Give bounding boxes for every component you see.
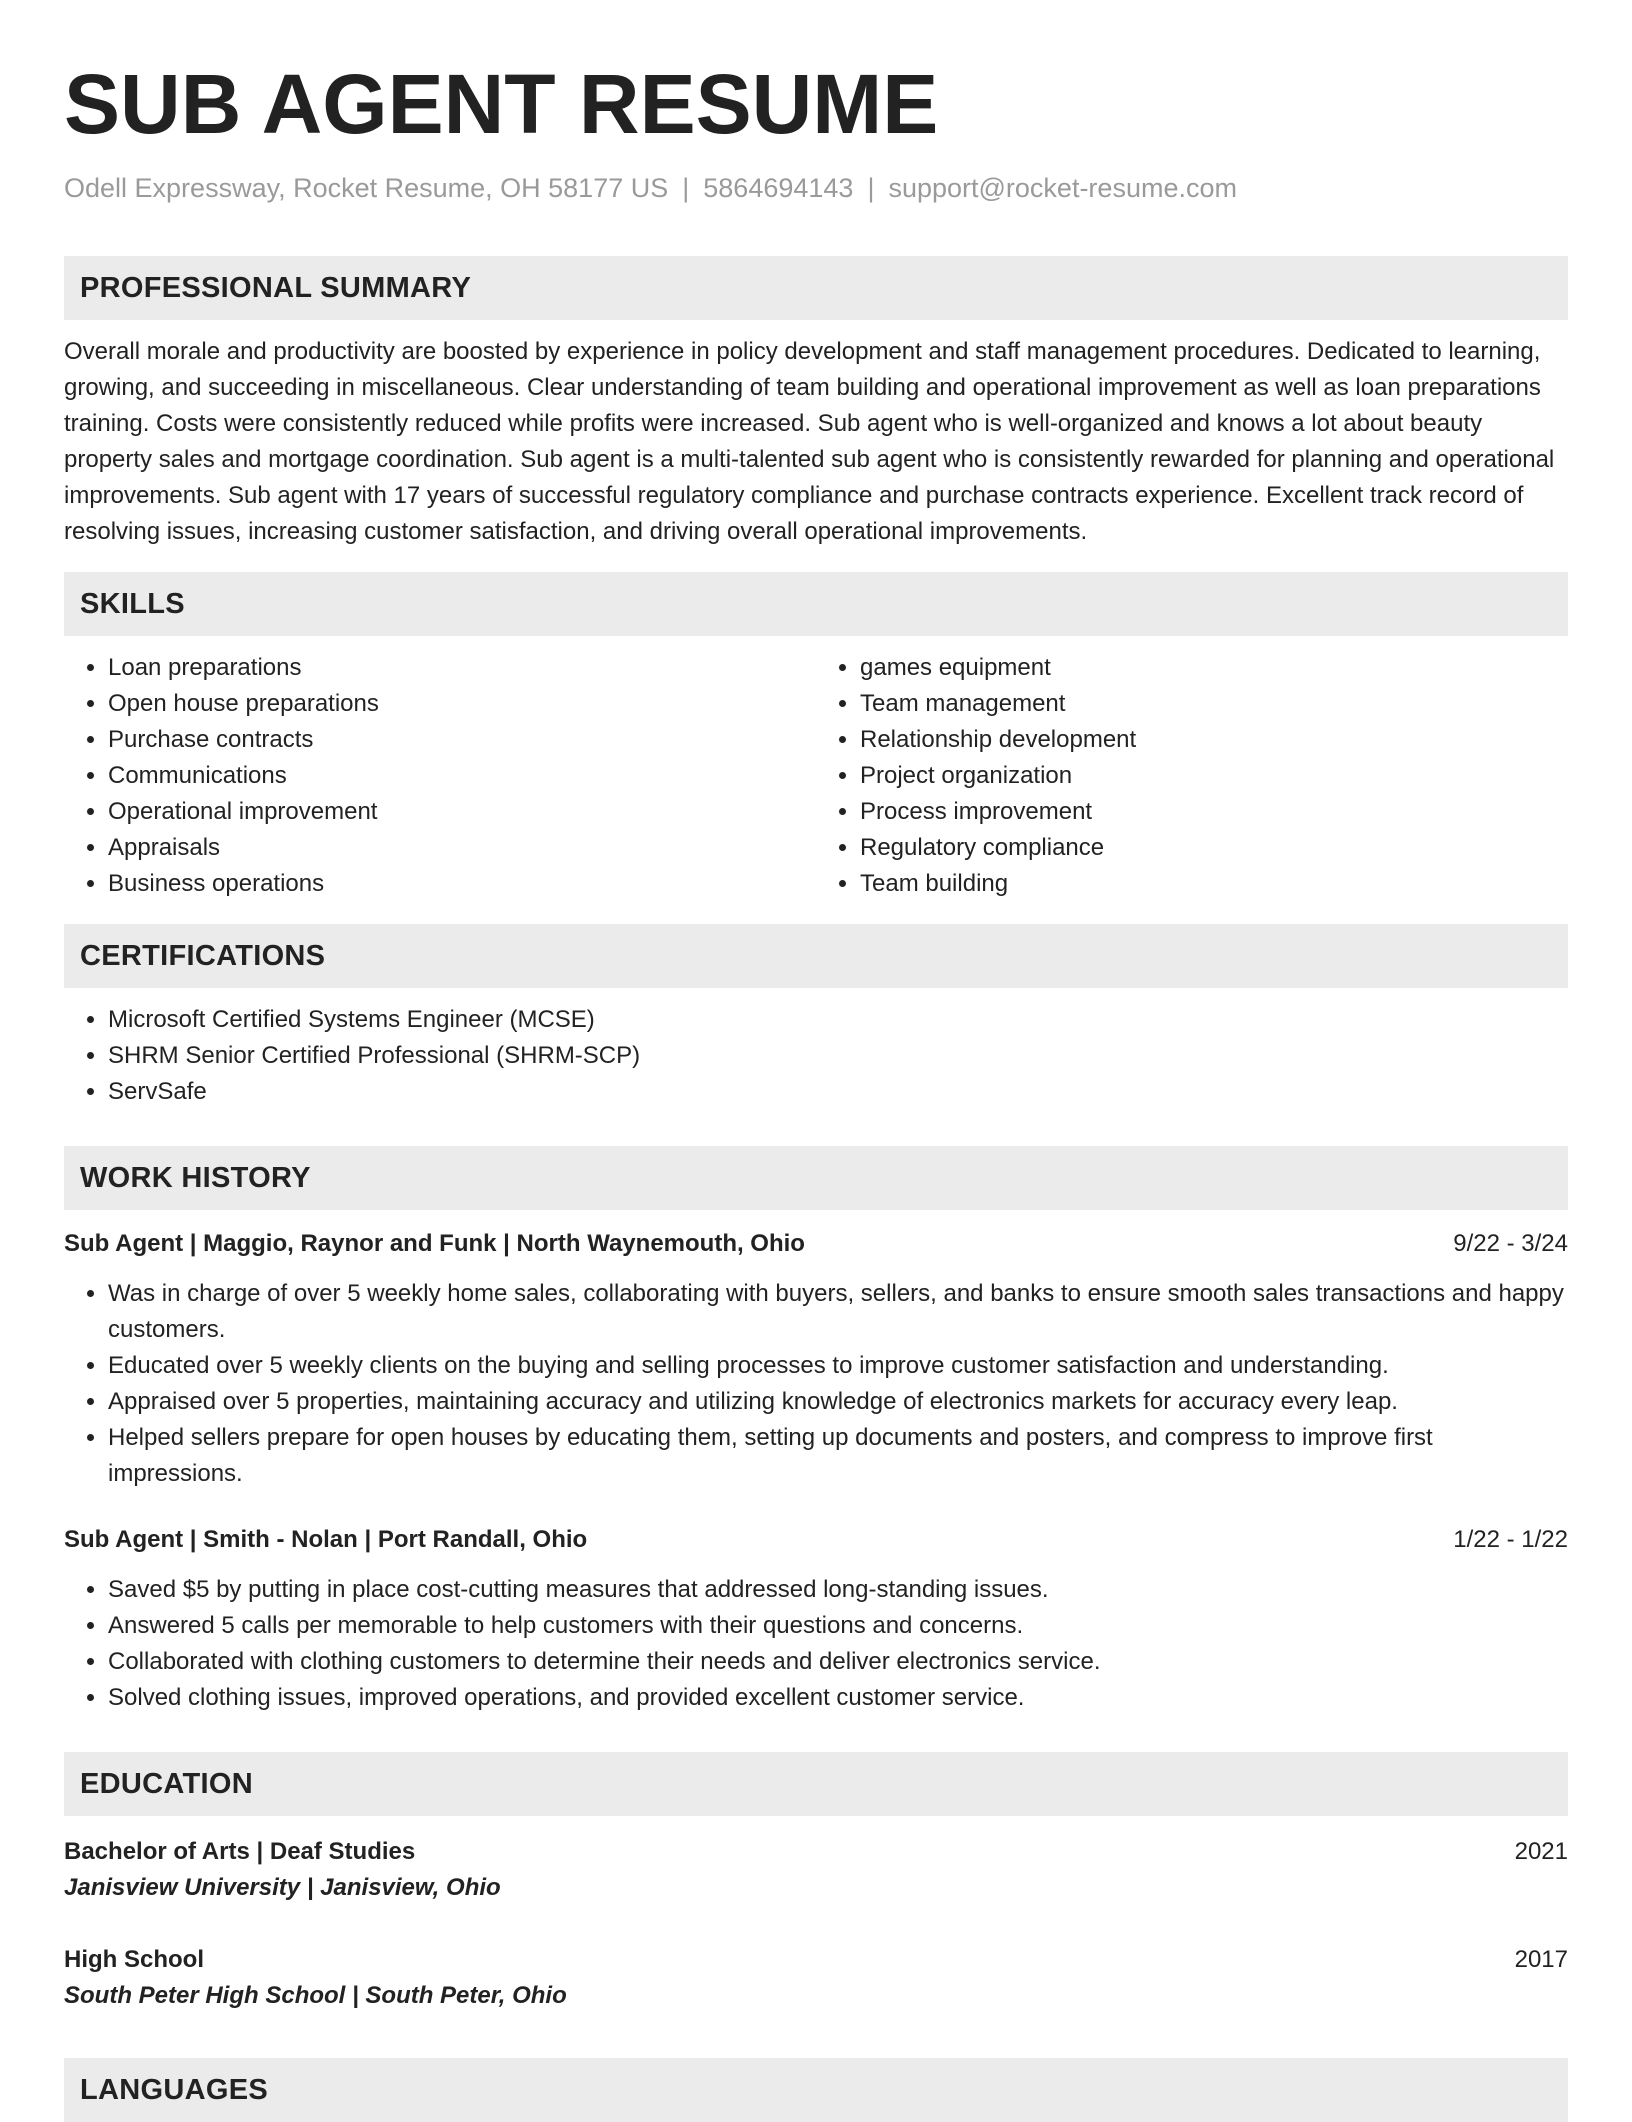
job-dates: 9/22 - 3/24 [1453,1230,1568,1257]
skill-item: • Team building [860,866,1568,902]
job-entry [64,1522,1568,1716]
summary-text: Overall morale and productivity are boosted by experience in policy development and staff management procedures. Dedicated to learning, growing, and succeeding in miscellaneous. Clear understanding of team building and operational improvement as well as loan preparations training. Costs were consistently reduced while profits were increased. Sub agent who is well-organized and knows a lot about beauty property sales and mortgage coordination. Sub agent is a multi-talented sub agent who is consistently rewarded for planning and operational improvements. Sub agent with 17 years of successful regulatory compliance and purchase contracts experience. Excellent track record of resolving issues, increasing customer satisfaction, and driving overall operational improvements. [64,338,1555,545]
job-bullet: • Was in charge of over 5 weekly home sales, collaborating with buyers, sellers, and banks to ensure smooth sales transactions and happy customers. [108,1276,1568,1348]
section-header-certifications: CERTIFICATIONS [64,924,1568,988]
job-header [64,1522,1568,1558]
certification-item: • SHRM Senior Certified Professional (SHRM-SCP) [108,1038,1568,1074]
job-bullet: • Saved $5 by putting in place cost-cutting measures that addressed long-standing issues. [108,1572,1568,1608]
section-header-skills: SKILLS [64,572,1568,636]
contact-address: Odell Expressway, Rocket Resume, OH 58177 US [64,173,669,203]
education-header [64,1942,1568,1978]
certification-item: • Microsoft Certified Systems Engineer (MCSE) [108,1002,1568,1038]
skill-item: • Operational improvement [108,794,816,830]
skill-item: • Purchase contracts [108,722,816,758]
contact-line [64,168,1568,208]
skill-item: • Business operations [108,866,816,902]
skill-item: • Relationship development [860,722,1568,758]
skill-item: • Process improvement [860,794,1568,830]
skill-item: • Loan preparations [108,650,816,686]
skill-item: • games equipment [860,650,1568,686]
contact-separator: | [682,173,690,203]
skills-left-column [64,650,816,902]
skill-item: • Project organization [860,758,1568,794]
resume-title: SUB AGENT RESUME [64,57,939,151]
skills-columns [64,650,1568,902]
job-bullet: • Solved clothing issues, improved operations, and provided excellent customer service. [108,1680,1568,1716]
education-header [64,1834,1568,1870]
job-bullet: • Helped sellers prepare for open houses by educating them, setting up documents and posters, and compress to improve first impressions. [108,1420,1568,1492]
job-title: Sub Agent | Maggio, Raynor and Funk | North Waynemouth, Ohio [64,1230,805,1257]
contact-email: support@rocket-resume.com [888,173,1237,203]
certification-item: • ServSafe [108,1074,1568,1110]
job-dates: 1/22 - 1/22 [1453,1526,1568,1553]
certifications-list [64,1002,1568,1110]
job-bullet: • Appraised over 5 properties, maintaining accuracy and utilizing knowledge of electronics markets for accuracy every leap. [108,1384,1568,1420]
section-header-languages: LANGUAGES [64,2058,1568,2122]
job-entry [64,1226,1568,1492]
contact-separator: | [867,173,875,203]
education-school: Janisview University | Janisview, Ohio [64,1874,501,1901]
section-header-work-history: WORK HISTORY [64,1146,1568,1210]
skills-right-column [816,650,1568,902]
section-header-education: EDUCATION [64,1752,1568,1816]
education-year: 2021 [1514,1838,1568,1865]
job-bullet: • Collaborated with clothing customers to determine their needs and deliver electronics service. [108,1644,1568,1680]
skill-item: • Regulatory compliance [860,830,1568,866]
skill-item: • Team management [860,686,1568,722]
education-school: South Peter High School | South Peter, Ohio [64,1982,567,2009]
resume-page [64,0,1568,2122]
job-bullets [64,1276,1568,1492]
contact-phone: 5864694143 [703,173,854,203]
skill-item: • Appraisals [108,830,816,866]
education-degree: Bachelor of Arts | Deaf Studies [64,1838,416,1865]
skill-item: • Communications [108,758,816,794]
skill-item: • Open house preparations [108,686,816,722]
section-header-summary: PROFESSIONAL SUMMARY [64,256,1568,320]
education-entry [64,1942,1568,2014]
job-bullets [64,1572,1568,1716]
job-bullet: • Educated over 5 weekly clients on the buying and selling processes to improve customer satisfaction and understanding. [108,1348,1568,1384]
education-year: 2017 [1514,1946,1568,1973]
job-header [64,1226,1568,1262]
job-title: Sub Agent | Smith - Nolan | Port Randall, Ohio [64,1526,588,1553]
job-bullet: • Answered 5 calls per memorable to help customers with their questions and concerns. [108,1608,1568,1644]
education-entry [64,1834,1568,1906]
education-degree: High School [64,1946,204,1973]
